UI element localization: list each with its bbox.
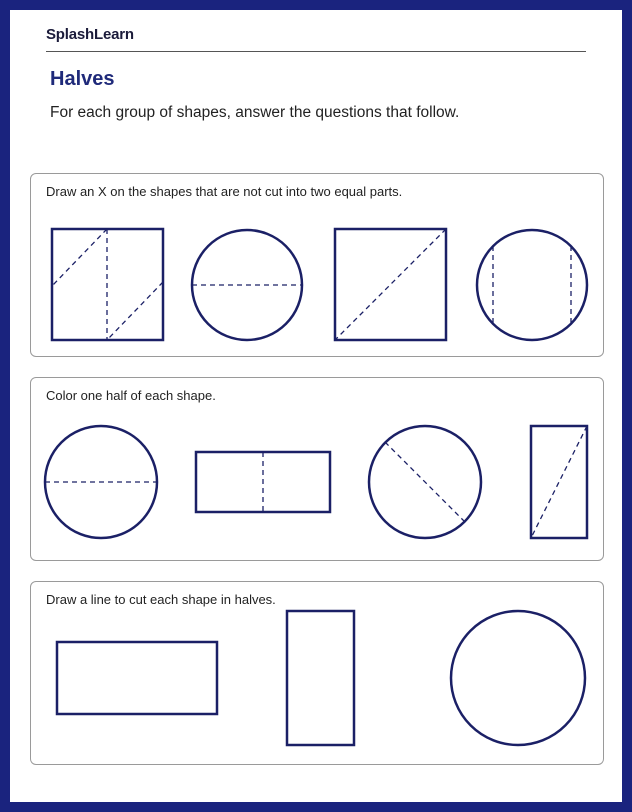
header-divider bbox=[46, 51, 586, 52]
section-instruction: Color one half of each shape. bbox=[46, 388, 216, 403]
square-unequal-cut bbox=[52, 229, 163, 340]
tall-rectangle-diagonal-half bbox=[531, 426, 587, 538]
section-draw-x bbox=[30, 173, 604, 357]
worksheet-title: Halves bbox=[50, 68, 115, 90]
rectangle-vertical-half bbox=[196, 452, 330, 512]
circle-horizontal-cut bbox=[192, 230, 302, 340]
worksheet-page bbox=[10, 10, 622, 802]
circle-diagonal-half bbox=[369, 426, 481, 538]
circle-two-vertical-cuts bbox=[477, 230, 587, 340]
circle-horizontal-half bbox=[45, 426, 157, 538]
brand-logo: SplashLearn bbox=[46, 26, 134, 43]
wide-rectangle-shape bbox=[57, 642, 217, 714]
section-draw-line bbox=[30, 581, 604, 765]
circle-shape bbox=[451, 611, 585, 745]
section-shapes bbox=[31, 378, 603, 560]
section-color-half bbox=[30, 377, 604, 561]
section-shapes bbox=[31, 582, 603, 764]
tall-rectangle-shape bbox=[287, 611, 354, 745]
worksheet-subtitle: For each group of shapes, answer the questions that follow. bbox=[50, 104, 460, 121]
section-instruction: Draw an X on the shapes that are not cut into two equal parts. bbox=[46, 184, 403, 199]
section-shapes bbox=[31, 174, 603, 356]
square-diagonal-cut bbox=[335, 229, 446, 340]
section-instruction: Draw a line to cut each shape in halves. bbox=[46, 592, 276, 607]
